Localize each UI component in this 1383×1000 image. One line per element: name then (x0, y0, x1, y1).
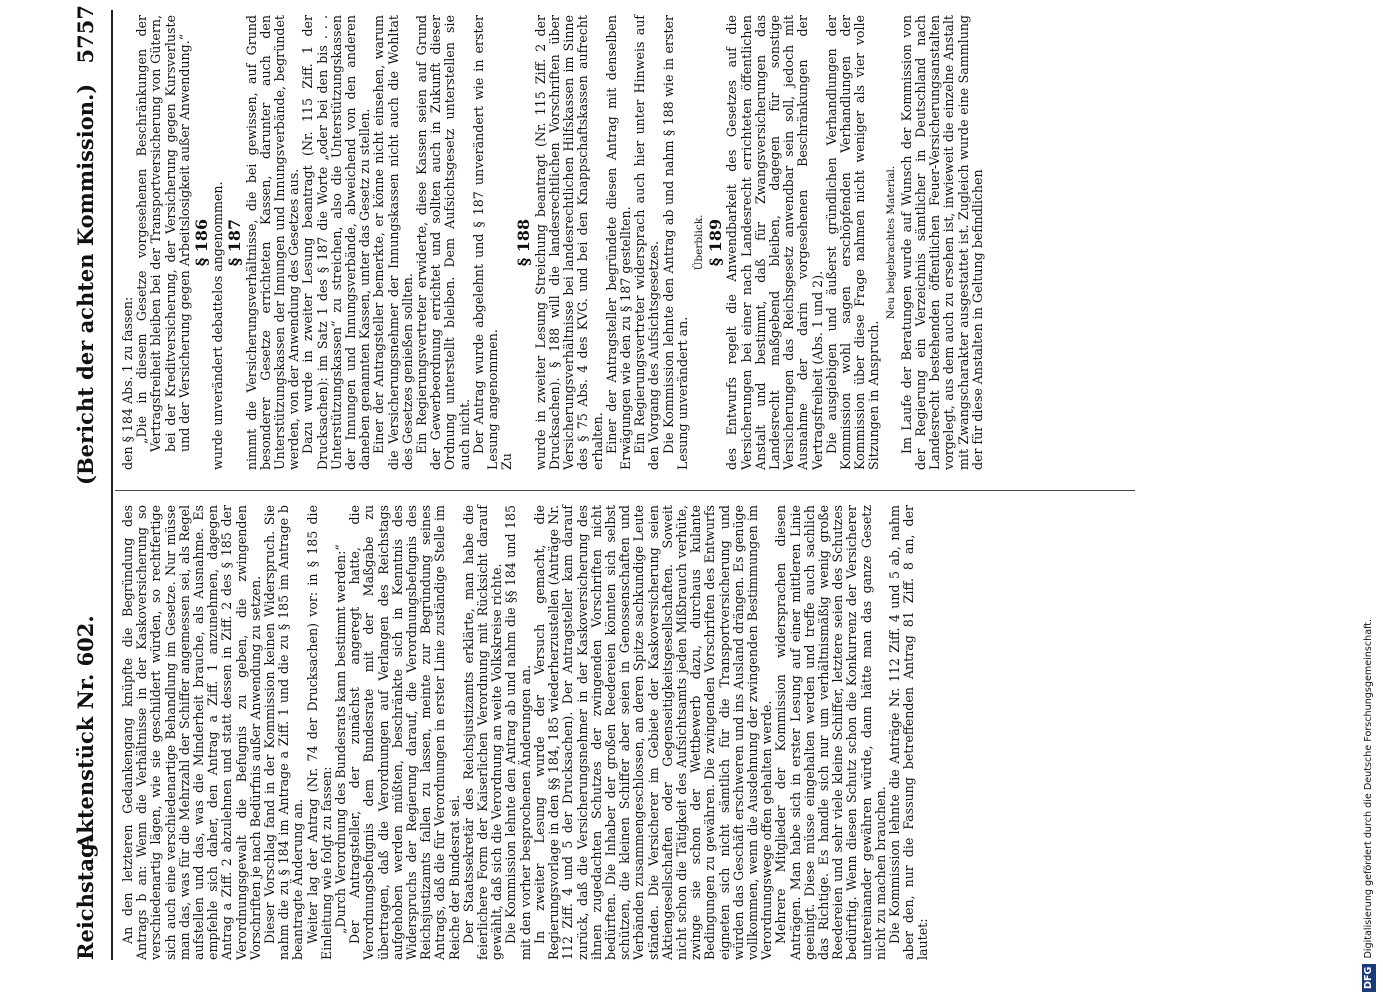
paragraph: Der Antragsteller, der zunächst angeregt hatte, die Verordnungsbefugnis dem Bundesrate mit der Maßgabe zu übertragen, daß die Verordnungen auf Verlangen des Reichstags aufgehoben werden müßten, beschränkte sich in Kenntnis des Widerspruchs der Regierung darauf, die Verordnungsbefugnis des Reichsjustizamts fallen zu lassen, meinte zur Begründung seines Antrags, daß die für Verordnungen in erster Linie zuständige Stelle im Reiche der Bundesrat sei. (347, 505, 462, 960)
paragraph: nimmt die Versicherungsverhältnisse, die bei gewissen, auf Grund besonderer Gesetze errichteten Kassen, darunter auch den Unterstützungskassen der Innungen und Innungsverbände, begründet werden, von der Anwendung des Gesetzes aus. (243, 15, 302, 470)
paragraph: Die Kommission lehnte die Anträge Nr. 112 Ziff. 4 und 5 ab, nahm aber den, nur die Fassung betreffenden Antrag 81 Ziff. 8 an, der lautet: (886, 505, 931, 960)
credit-text: Digitalisierung gefördert durch die Deutsche Forschungsgemeinschaft. (1363, 618, 1374, 959)
paragraph: Ein Regierungsvertreter erwiderte, diese Kassen seien auf Grund der Gewerbeordnung errichtet und sollten auch in Zukunft dieser Ordnung unterstellt bleiben. Dem Aufsichtsgesetz unterstellen sie auch nicht. (414, 15, 472, 470)
header-reichstag: Reichstag. (73, 836, 98, 960)
paragraph: Der Antrag wurde abgelehnt und § 187 unverändert wie in erster Lesung angenommen. (470, 15, 501, 470)
paragraph: Ein Regierungsvertreter widersprach auch hier unter Hinweis auf den Vorgang des Aufsichtsgesetzes. (632, 15, 662, 470)
page-header-left (73, 480, 107, 960)
paragraph: Mehrere Mitglieder der Kommission widersprachen diesen Anträgen. Man habe sich in erster Lesung auf einer mittleren Linie geeinigt. Diese müsse eingehalten werden und treffe auch sachlich das Richtige. Es handle sich nur um verhältnismäßig wenig große Reedereien und sehr viele kleine Schiffer, letztere seien des Schutzes bedürftig. Wenn diesen Schutz schon die Konkurrenz der Versicherer untereinander gewähren würde, dann hätte man das ganze Gesetz nicht zu machen brauchen. (773, 505, 888, 960)
paragraph: wurde in zweiter Lesung Streichung beantragt (Nr. 115 Ziff. 2 der Drucksachen). § 188 will die landesrechtlichen Vorschriften über Versicherungsverhältnisse bei landesrechtlichen Hilfskassen im Sinne des § 75 Abs. 4 des KVG. und bei den Knappschaftskassen aufrecht erhalten. (532, 15, 605, 470)
paragraph: Einer der Antragsteller begründete diesen Antrag mit denselben Erwägungen wie den zu § 187 gestellten. (603, 15, 633, 470)
text-column-right (121, 15, 985, 470)
section-heading-189: § 189 (706, 218, 726, 267)
paragraph: Im Laufe der Beratungen wurde auf Wunsch der Kommission von der Regierung ein Verzeichnis sämtlicher in Deutschland nach Landesrecht bestehenden öffentlichen Feuer-Versicherungsanstalten vorgelegt, aus dem auch zu ersehen ist, inwieweit die einzelne Anstalt mit Zwangscharakter ausgestattet ist. Zugleich wurde eine Sammlung der für diese Anstalten in Geltung befindlichen (898, 15, 985, 470)
column-divider (115, 490, 1135, 491)
paragraph: Dazu wurde in zweiter Lesung beantragt (Nr. 115 Ziff. 1 der Drucksachen): im Satz 1 des § 187 die Worte „oder bei den bis . . . Unterstützungskassen“ zu streichen, also die Unterstützungskassen der Innungen und Innungsverbände, abweichend von den anderen daneben genannten Kassen, unter das Gesetz zu stellen. (300, 15, 373, 470)
section-heading-187: § 187 (225, 218, 245, 267)
header-document-number: Aktenstück Nr. 602. (73, 615, 98, 850)
paragraph: Einer der Antragsteller bemerkte, er könne nicht einsehen, warum die Versicherungsnehmer der Innungskassen nicht auch die Wohltat des Gesetzes genießen sollten. (371, 15, 415, 470)
paragraph: Weiter lag der Antrag (Nr. 74 der Drucksachen) vor: in § 185 die Einleitung wie folgt zu fassen: (304, 505, 334, 960)
paragraph: des Entwurfs regelt die Anwendbarkeit des Gesetzes auf die Versicherungen bei einer nach Landesrecht errichteten öffentlichen Anstalt und bestimmt, daß für Zwangsversicherungen das Landesrecht maßgebend bleiben, dagegen für sonstige Versicherungen das Reichsgesetz anwendbar sein soll, jedoch mit Ausnahme der darin vorgesehenen Beschränkungen der Vertragsfreiheit (Abs. 1 und 2). (724, 15, 825, 470)
paragraph: Dieser Vorschlag fand in der Kommission keinen Widerspruch. Sie nahm die zu § 184 im Antrage a Ziff. 1 und die zu § 185 im Antrage b beantragte Änderung an. (262, 505, 306, 960)
section-heading-188: § 188 (514, 218, 534, 267)
rotated-document-sheet (55, 0, 1355, 1000)
paragraph: Die Kommission lehnte den Antrag ab und nahm die §§ 184 und 185 mit den vorher besprochenen Änderungen an. (503, 505, 533, 960)
quoted-text: „Durch Verordnung des Bundesrats kann bestimmt werden:“ (333, 544, 349, 934)
paragraph: Der Staatssekretär des Reichsjustizamts erklärte, man habe die feierlichere Form der Kaiserlichen Verordnung mit Rücksicht darauf gewählt, daß sich die Verordnung an weite Volkskreise richte. (460, 505, 505, 960)
subheading-overview: Überblick. (692, 214, 705, 271)
paragraph: In zweiter Lesung wurde der Versuch gemacht, die Regierungsvorlage in den §§ 184, 185 wiederherzustellen (Anträge Nr. 112 Ziff. 4 und 5 der Drucksachen). Der Antragsteller kam darauf zurück, daß die Versicherungsnehmer in der Kaskoversicherung des ihnen zugedachten Schutzes der zwingenden Vorschriften nicht bedürften. Die Inhaber der großen Reedereien könnten sich selbst schützen, die kleinen Schiffer aber seien in Genossenschaften und Verbänden zusammengeschlossen, an deren Spitze sachkundige Leute ständen. Die Versicherer im Gebiete der Kaskoversicherung seien Aktiengesellschaften oder Gegenseitigkeitsgesellschaften. Soweit nicht schon die Tätigkeit des Aufsichtsamts jeden Mißbrauch verhüte, zwinge sie schon der Wettbewerb dazu, durchaus kulante Bedingungen zu gewähren. Die zwingenden Vorschriften des Entwurfs eigneten sich nicht sämtlich für die Transportversicherung und würden das Geschäft erschweren und ins Ausland drängen. Es genüge vollkommen, wenn die Ausdehnung der zwingenden Bestimmungen im Verordnungswege offen gehalten werde. (531, 505, 775, 960)
text-column-left (121, 505, 931, 960)
section-heading-186: § 186 (192, 218, 212, 267)
subheading-new-material: Neu beigebrachtes Material. (884, 165, 897, 320)
quoted-text: „Die in diesem Gesetze vorgesehenen Beschränkungen der Vertragsfreiheit bleiben bei der Transportversicherung von Gütern, bei der Kreditversicherung, der Versicherung gegen Kursverluste und der Versicherung gegen Arbeitslosigkeit außer Anwendung.“ (134, 15, 192, 452)
digitization-credit (1357, 8, 1381, 992)
dfg-logo: DFG (1362, 964, 1376, 992)
header-rule (111, 10, 113, 960)
page-header-right (73, 5, 107, 485)
header-page-number: 5757 (73, 5, 98, 64)
paragraph: Die ausgiebigen und äußerst gründlichen Verhandlungen der Kommission wohl sagen erschöpfenden Verhandlungen der Kommission über diese Frage nahmen nicht weniger als vier volle Sitzungen in Anspruch. (823, 15, 882, 470)
header-commission-report: (Bericht der achten Kommission.) (73, 83, 98, 485)
digitization-credit-text (1357, 8, 1381, 992)
paragraph: wurde unverändert debattelos angenommen. (210, 181, 226, 470)
paragraph: Zu (499, 453, 515, 470)
paragraph: Die Kommission lehnte den Antrag ab und nahm § 188 wie in erster Lesung unverändert an. (660, 15, 690, 470)
paragraph: den § 184 Abs. 1 zu fassen: (120, 296, 135, 470)
paragraph: An den letzteren Gedankengang knüpfte die Begründung des Antrags b an: Wenn die Verhältnisse in der Kaskoversicherung so verschiedenartig lägen, wie sie geschildert würden, so rechtfertige sich auch eine verschiedenartige Behandlung im Gesetze. Nur müsse man das, was für die Mehrzahl der Schiffer angemessen sei, als Regel aufstellen und das, was die Minderheit brauche, als Ausnahme. Es empfehle sich daher, den Antrag a Ziff. 1 anzunehmen, dagegen Antrag a Ziff. 2 abzulehnen und statt dessen in Ziff. 2 des § 185 der Verordnungsgewalt die Befugnis zu geben, die zwingenden Vorschriften je nach Bedürfnis außer Anwendung zu setzen. (120, 505, 263, 960)
